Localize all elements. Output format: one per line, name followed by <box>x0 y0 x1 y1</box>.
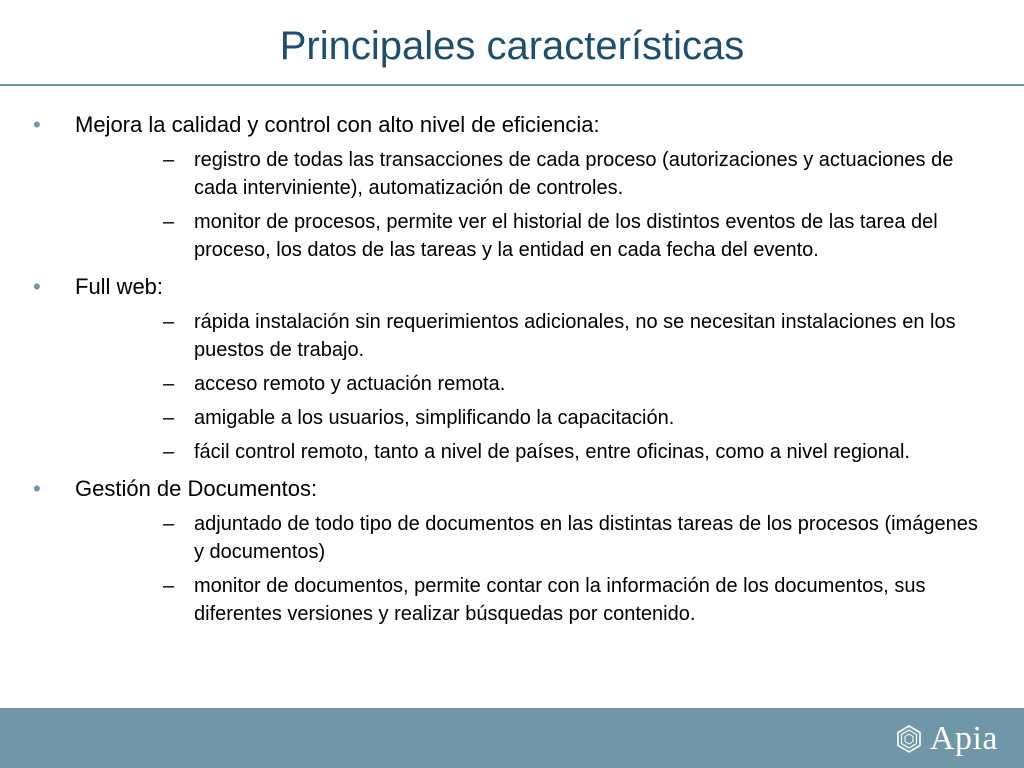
sub-text: acceso remoto y actuación remota. <box>194 373 506 395</box>
sub-marker: – <box>163 513 175 535</box>
sub-marker: – <box>163 441 175 463</box>
bullet-item <box>0 112 1024 264</box>
sub-text: monitor de procesos, permite ver el historial de los distintos eventos de las tarea del proceso, los datos de las tareas y la entidad en cada fecha del evento. <box>194 211 938 261</box>
sub-item <box>75 572 1024 628</box>
bullet-text: Full web: <box>75 274 164 299</box>
slide-title: Principales características <box>279 24 745 68</box>
sub-item <box>75 146 1024 202</box>
sub-item <box>75 208 1024 264</box>
bullet-list <box>0 112 1024 638</box>
sub-list <box>75 146 1024 264</box>
bullet-marker: • <box>33 476 41 501</box>
sub-item <box>75 438 1024 466</box>
sub-marker: – <box>163 211 175 233</box>
sub-item <box>75 510 1024 566</box>
apia-logo <box>894 722 998 756</box>
sub-text: amigable a los usuarios, simplificando la capacitación. <box>194 407 675 429</box>
sub-marker: – <box>163 149 175 171</box>
footer-bar <box>0 708 1024 768</box>
sub-text: adjuntado de todo tipo de documentos en las distintas tareas de los procesos (imágenes y documentos) <box>194 513 978 563</box>
bullet-marker: • <box>33 274 41 299</box>
sub-list <box>75 510 1024 628</box>
sub-item <box>75 404 1024 432</box>
sub-item <box>75 308 1024 364</box>
sub-marker: – <box>163 575 175 597</box>
bullet-item <box>0 274 1024 466</box>
hexagon-logo-icon <box>894 724 924 754</box>
bullet-text: Gestión de Documentos: <box>75 476 318 501</box>
bullet-text: Mejora la calidad y control con alto nivel de eficiencia: <box>75 112 600 137</box>
bullet-marker: • <box>33 112 41 137</box>
title-divider <box>0 84 1024 86</box>
sub-text: registro de todas las transacciones de cada proceso (autorizaciones y actuaciones de cada interviniente), automatización de controles. <box>194 149 954 199</box>
sub-marker: – <box>163 407 175 429</box>
bullet-item <box>0 476 1024 628</box>
sub-marker: – <box>163 373 175 395</box>
sub-text: monitor de documentos, permite contar con la información de los documentos, sus diferentes versiones y realizar búsquedas por contenido. <box>194 575 926 625</box>
logo-text: Apia <box>929 720 998 757</box>
sub-item <box>75 370 1024 398</box>
sub-text: rápida instalación sin requerimientos adicionales, no se necesitan instalaciones en los puestos de trabajo. <box>194 311 956 361</box>
sub-marker: – <box>163 311 175 333</box>
sub-text: fácil control remoto, tanto a nivel de países, entre oficinas, como a nivel regional. <box>194 441 910 463</box>
sub-list <box>75 308 1024 466</box>
